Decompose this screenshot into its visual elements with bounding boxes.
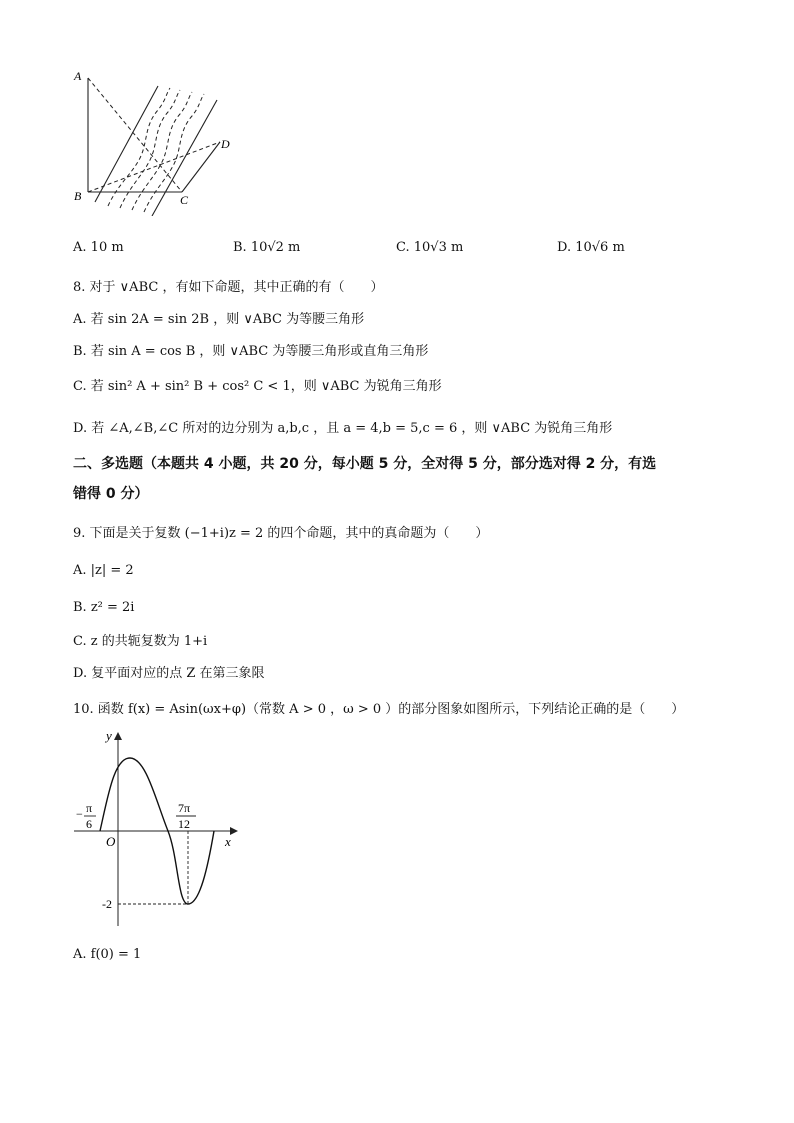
q8-option-a[interactable]: A. 若 sin 2A = sin 2B ，则 ∨ABC 为等腰三角形 (73, 312, 365, 327)
q8-stem: 8. 对于 ∨ABC ，有如下命题，其中正确的有（ ） (73, 280, 384, 295)
q8-option-b[interactable]: B. 若 sin A = cos B ，则 ∨ABC 为等腰三角形或直角三角形 (73, 344, 429, 359)
q8-option-c[interactable]: C. 若 sin² A + sin² B + cos² C < 1，则 ∨ABC 为锐角三角形 (73, 379, 442, 394)
min-value-label: -2 (102, 897, 112, 911)
y-axis-label: y (106, 728, 112, 743)
q9-option-d[interactable]: D. 复平面对应的点 Z 在第三象限 (73, 666, 265, 681)
label-B: B (74, 189, 82, 203)
q9-option-b[interactable]: B. z² = 2i (73, 600, 135, 615)
left-sign: − (76, 807, 83, 821)
label-D: D (221, 137, 230, 151)
q9-stem: 9. 下面是关于复数 (−1+i)z = 2 的四个命题，其中的真命题为（ ） (73, 526, 489, 541)
right-numerator: 7π (178, 801, 191, 815)
q8-option-d[interactable]: D. 若 ∠A,∠B,∠C 所对的边分别为 a,b,c ，且 a = 4,b = 5,c = 6 ，则 ∨ABC 为锐角三角形 (73, 421, 613, 436)
q10-stem: 10. 函数 f(x) = Asin(ωx+φ)（常数 A > 0 ，ω > 0 ）的部分图象如图所示，下列结论正确的是（ ） (73, 702, 685, 717)
left-denominator: 6 (86, 817, 92, 831)
section-title-line2: 错得 0 分） (73, 486, 149, 502)
q9-option-a[interactable]: A. |z| = 2 (73, 563, 134, 578)
label-C: C (180, 193, 189, 207)
q7-option-c[interactable]: C. 10√3 m (396, 240, 464, 255)
geometry-figure (70, 66, 240, 216)
q10-option-a[interactable]: A. f(0) = 1 (73, 947, 142, 962)
label-A: A (74, 69, 82, 83)
sine-graph-figure (70, 726, 250, 936)
q7-option-a[interactable]: A. 10 m (73, 240, 124, 255)
left-numerator: π (86, 801, 93, 815)
section-title-line1: 二、多选题（本题共 4 小题，共 20 分，每小题 5 分，全对得 5 分，部分选对得 2 分，有选 (73, 456, 657, 472)
x-axis-label: x (225, 834, 231, 849)
q7-option-b[interactable]: B. 10√2 m (233, 240, 301, 255)
right-denominator: 12 (178, 817, 190, 831)
q9-option-c[interactable]: C. z 的共轭复数为 1+i (73, 634, 208, 649)
origin-label: O (106, 834, 116, 849)
q7-option-d[interactable]: D. 10√6 m (557, 240, 625, 255)
